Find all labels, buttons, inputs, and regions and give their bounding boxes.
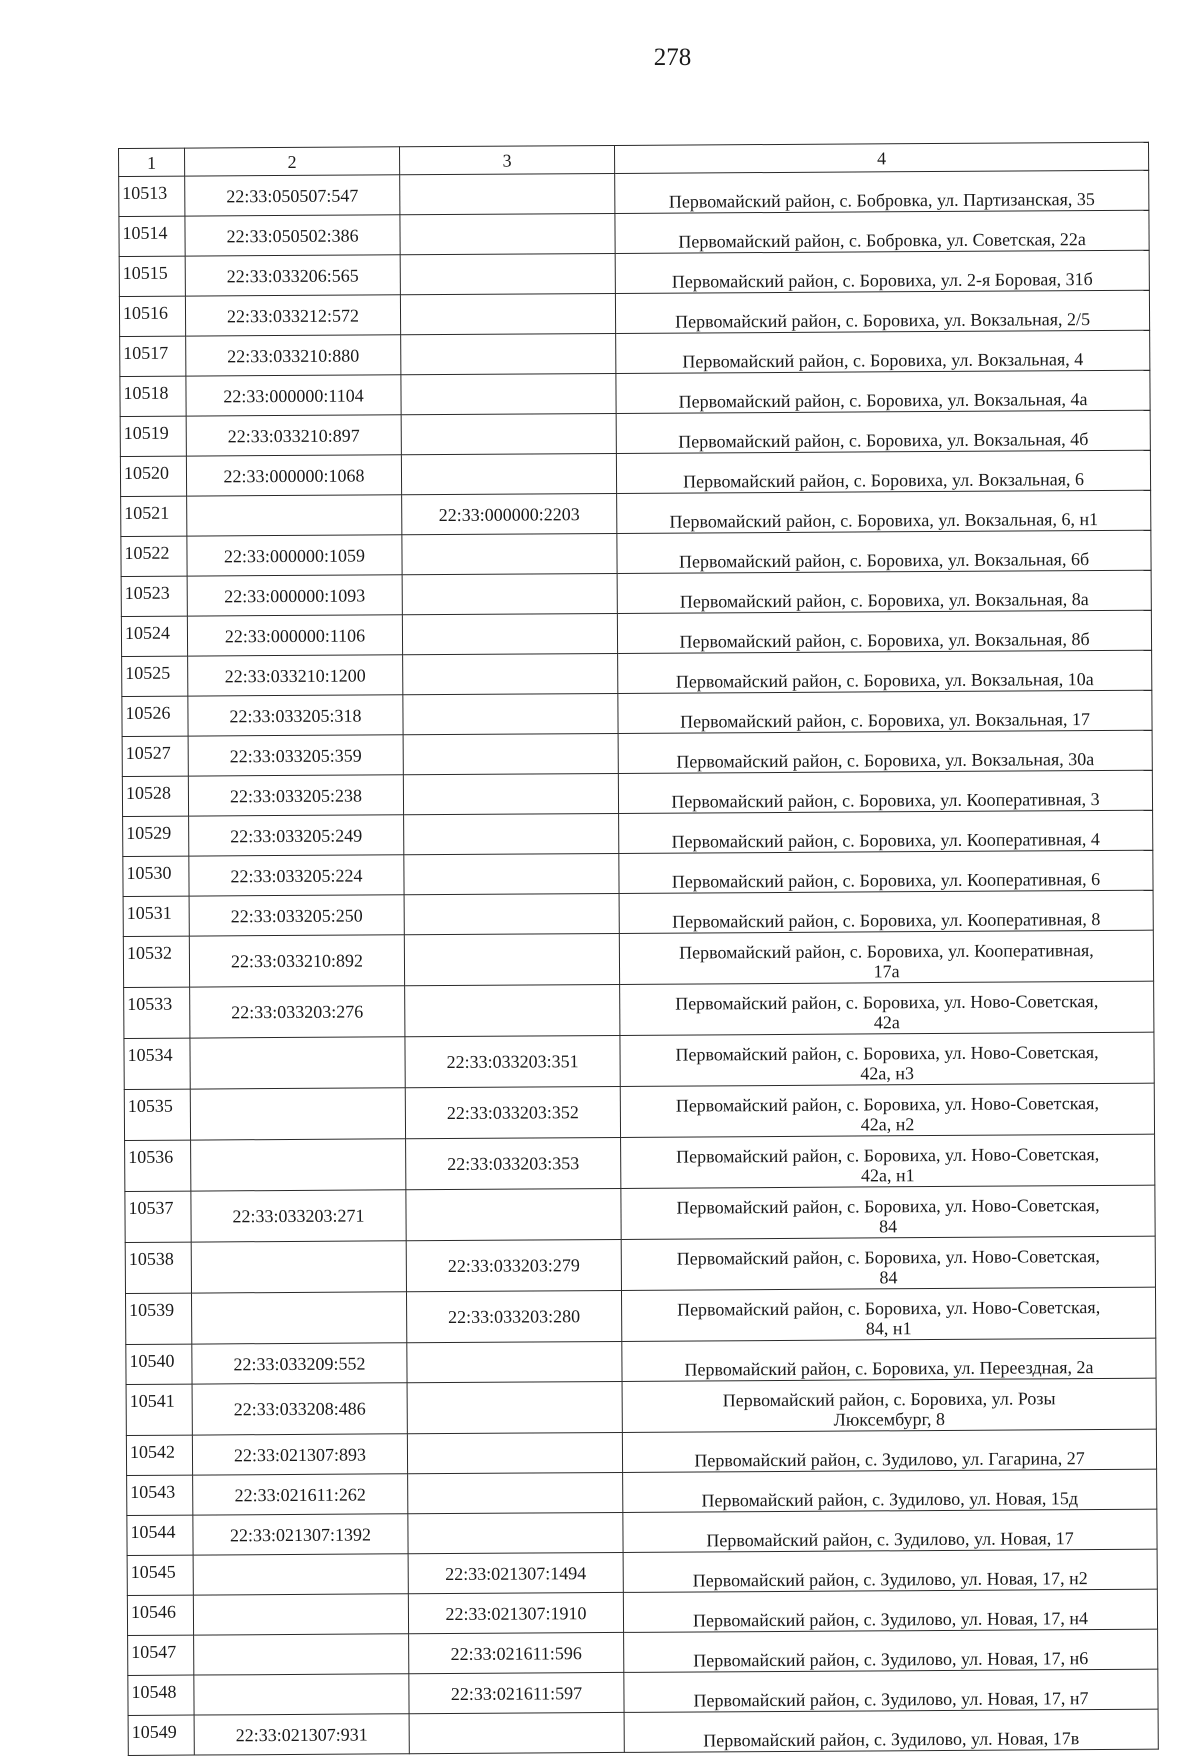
row-number: 10535 (124, 1089, 190, 1140)
table-row (119, 290, 1149, 336)
cadastral-number (193, 1594, 408, 1635)
table-row (123, 850, 1153, 896)
table-row (125, 1185, 1155, 1242)
address-line: Первомайский район, с. Боровиха, ул. Кооперативная, 4 (671, 829, 1100, 852)
cadastral-number-alt (402, 533, 617, 574)
address (615, 170, 1149, 213)
address-line: Первомайский район, с. Боровиха, ул. Вокзальная, 6, н1 (669, 509, 1099, 532)
cadastral-number-alt (403, 693, 618, 734)
address (624, 1629, 1158, 1672)
row-number: 10538 (125, 1242, 191, 1293)
address-line: Первомайский район, с. Бобровка, ул. Партизанская, 35 (668, 189, 1095, 212)
cadastral-number (187, 495, 402, 536)
row-number: 10527 (122, 736, 188, 776)
cadastral-number: 22:33:021611:262 (193, 1474, 408, 1515)
table-row (128, 1669, 1158, 1715)
address (618, 650, 1152, 693)
address-line: 17а (873, 961, 900, 982)
cadastral-number: 22:33:021307:931 (194, 1714, 409, 1755)
address-line: Первомайский район, с. Боровиха, ул. Ново-Советская, (676, 1195, 1100, 1218)
cadastral-number-alt (405, 984, 620, 1036)
cadastral-number-alt: 22:33:033203:279 (406, 1239, 621, 1291)
table-row (121, 530, 1151, 576)
address (616, 330, 1150, 373)
cadastral-number-alt (404, 813, 619, 854)
row-number: 10548 (128, 1675, 194, 1715)
row-number: 10530 (123, 856, 189, 896)
table-row (121, 570, 1151, 616)
cadastral-number-alt (402, 573, 617, 614)
row-number: 10533 (124, 987, 190, 1038)
cadastral-number-alt (404, 893, 619, 934)
cadastral-number-alt (400, 253, 615, 294)
cadastral-number (190, 1037, 405, 1089)
table-row (126, 1338, 1156, 1384)
table-body (119, 170, 1159, 1755)
cadastral-number-alt: 22:33:033203:280 (406, 1290, 621, 1342)
table-row (122, 690, 1152, 736)
row-number: 10537 (125, 1191, 191, 1242)
row-number: 10547 (128, 1635, 194, 1675)
address-line: 42а, н1 (860, 1165, 915, 1186)
address-line: Первомайский район, с. Боровиха, ул. Вокзальная, 2/5 (675, 309, 1091, 332)
cadastral-number: 22:33:000000:1093 (187, 575, 402, 616)
cadastral-number-alt (400, 213, 615, 254)
cadastral-number-alt (404, 853, 619, 894)
cadastral-number-alt (406, 1188, 621, 1240)
address-line: Первомайский район, с. Боровиха, ул. Вокзальная, 4б (678, 429, 1089, 452)
page-number: 278 (653, 44, 692, 71)
cadastral-number-alt (402, 613, 617, 654)
table-row (127, 1469, 1157, 1515)
cadastral-number-alt (407, 1341, 622, 1382)
address (621, 1287, 1155, 1341)
cadastral-number: 22:33:050502:386 (185, 215, 400, 256)
address-line: 84, н1 (865, 1318, 912, 1339)
address (622, 1378, 1156, 1432)
cadastral-number-alt (401, 413, 616, 454)
table-row (120, 370, 1150, 416)
address-line: Первомайский район, с. Боровиха, ул. Вокзальная, 8а (679, 589, 1089, 612)
address (619, 930, 1153, 984)
table-row (123, 930, 1153, 987)
address (624, 1709, 1158, 1752)
address-line: Первомайский район, с. Боровиха, ул. Переездная, 2а (684, 1357, 1094, 1380)
cadastral-number: 22:33:033203:271 (191, 1190, 406, 1242)
row-number: 10542 (126, 1435, 192, 1475)
cadastral-number: 22:33:033205:318 (188, 695, 403, 736)
cadastral-number: 22:33:033210:880 (186, 335, 401, 376)
address (615, 250, 1149, 293)
address-line: Люксембург, 8 (833, 1408, 946, 1430)
table-row (123, 810, 1153, 856)
address-line: Первомайский район, с. Боровиха, ул. Ново-Советская, (676, 1144, 1100, 1167)
cadastral-number: 22:33:033205:238 (188, 775, 403, 816)
cadastral-number: 22:33:050507:547 (185, 175, 400, 216)
address (615, 210, 1149, 253)
address-line: Первомайский район, с. Боровиха, ул. Розы (722, 1388, 1056, 1411)
row-number: 10515 (119, 256, 185, 296)
row-number: 10546 (127, 1595, 193, 1635)
registry-table (118, 142, 1159, 1756)
row-number: 10531 (123, 896, 189, 936)
address-line: Первомайский район, с. Боровиха, ул. Вокзальная, 17 (679, 709, 1091, 732)
column-header-3: 3 (399, 145, 614, 174)
table-row (128, 1629, 1158, 1675)
cadastral-number-alt: 22:33:021307:1910 (408, 1592, 623, 1633)
cadastral-number: 22:33:000000:1059 (187, 535, 402, 576)
row-number: 10536 (125, 1140, 191, 1191)
table-row (119, 170, 1149, 216)
table-row (127, 1589, 1157, 1635)
cadastral-number: 22:33:033206:565 (185, 255, 400, 296)
row-number: 10518 (120, 376, 186, 416)
table-row (122, 730, 1152, 776)
address (616, 450, 1150, 493)
address (620, 1083, 1154, 1137)
column-header-4: 4 (614, 142, 1148, 173)
row-number: 10524 (121, 616, 187, 656)
cadastral-number: 22:33:033209:552 (192, 1343, 407, 1384)
address (623, 1509, 1157, 1552)
address-line: Первомайский район, с. Боровиха, ул. Вокзальная, 6б (678, 549, 1090, 572)
row-number: 10539 (125, 1293, 191, 1344)
cadastral-number: 22:33:033205:250 (189, 895, 404, 936)
row-number: 10521 (121, 496, 187, 536)
address (616, 370, 1150, 413)
cadastral-number: 22:33:033210:892 (189, 935, 404, 987)
cadastral-number: 22:33:000000:1106 (187, 615, 402, 656)
address-line: Первомайский район, с. Зудилово, ул. Новая, 17 (706, 1528, 1074, 1551)
address-line: Первомайский район, с. Зудилово, ул. Новая, 17, н7 (693, 1688, 1089, 1711)
address-line: Первомайский район, с. Зудилово, ул. Новая, 17, н6 (693, 1648, 1089, 1671)
cadastral-number-alt: 22:33:000000:2203 (402, 493, 617, 534)
cadastral-number: 22:33:033203:276 (190, 986, 405, 1038)
cadastral-number: 22:33:033208:486 (192, 1383, 407, 1435)
address-line: Первомайский район, с. Зудилово, ул. Новая, 15д (701, 1488, 1079, 1511)
table-row (125, 1236, 1155, 1293)
table-row (125, 1287, 1155, 1344)
address-line: Первомайский район, с. Боровиха, ул. Кооперативная, 3 (671, 789, 1100, 812)
row-number: 10529 (123, 816, 189, 856)
address-line: 84 (879, 1267, 898, 1288)
cadastral-number-alt (409, 1712, 624, 1753)
row-number: 10513 (119, 176, 185, 216)
table-row (126, 1429, 1156, 1475)
cadastral-number (194, 1674, 409, 1715)
row-number: 10525 (122, 656, 188, 696)
cadastral-number-alt (408, 1472, 623, 1513)
cadastral-number (191, 1139, 406, 1191)
address (619, 850, 1153, 893)
address (619, 810, 1153, 853)
address (615, 290, 1149, 333)
row-number: 10526 (122, 696, 188, 736)
address-line: Первомайский район, с. Боровиха, ул. Вокзальная, 8б (679, 629, 1090, 652)
cadastral-number-alt (404, 933, 619, 985)
address-line: Первомайский район, с. Боровиха, ул. Вокзальная, 30а (676, 749, 1095, 772)
address (619, 890, 1153, 933)
address-line: Первомайский район, с. Боровиха, ул. Ново-Советская, (675, 1042, 1099, 1065)
address (623, 1589, 1157, 1632)
cadastral-number: 22:33:000000:1104 (186, 375, 401, 416)
table-row (123, 890, 1153, 936)
row-number: 10523 (121, 576, 187, 616)
row-number: 10514 (119, 216, 185, 256)
cadastral-number: 22:33:033210:897 (186, 415, 401, 456)
cadastral-number-alt (400, 293, 615, 334)
address (620, 981, 1154, 1035)
cadastral-number (190, 1088, 405, 1140)
address-line: Первомайский район, с. Зудилово, ул. Новая, 17в (703, 1728, 1080, 1751)
address (618, 690, 1152, 733)
column-header-1: 1 (119, 148, 185, 176)
address (617, 610, 1151, 653)
table-row (124, 1083, 1154, 1140)
address-line: Первомайский район, с. Боровиха, ул. Ново-Советская, (675, 991, 1099, 1014)
cadastral-number-alt (407, 1432, 622, 1473)
address-line: Первомайский район, с. Зудилово, ул. Новая, 17, н4 (692, 1608, 1089, 1631)
cadastral-number: 22:33:033205:359 (188, 735, 403, 776)
cadastral-number (191, 1241, 406, 1293)
table-row (121, 490, 1151, 536)
cadastral-number-alt (403, 653, 618, 694)
address (620, 1032, 1154, 1086)
address-line: Первомайский район, с. Боровиха, ул. Кооперативная, (678, 940, 1094, 963)
table-row (120, 410, 1150, 456)
table-row (122, 650, 1152, 696)
table-row (127, 1509, 1157, 1555)
address-line: Первомайский район, с. Боровиха, ул. Кооперативная, 8 (672, 909, 1101, 932)
row-number: 10540 (126, 1344, 192, 1384)
table-row (121, 610, 1151, 656)
address (617, 490, 1151, 533)
row-number: 10522 (121, 536, 187, 576)
cadastral-number-alt (401, 373, 616, 414)
cadastral-number-alt (403, 773, 618, 814)
table-row (120, 450, 1150, 496)
column-header-2: 2 (185, 147, 400, 176)
address-line: Первомайский район, с. Боровиха, ул. Вокзальная, 4 (682, 349, 1084, 372)
cadastral-number-alt: 22:33:021611:596 (409, 1632, 624, 1673)
cadastral-number-alt: 22:33:021611:597 (409, 1672, 624, 1713)
row-number: 10541 (126, 1384, 192, 1435)
row-number: 10519 (120, 416, 186, 456)
cadastral-number-alt: 22:33:033203:353 (406, 1137, 621, 1189)
address-line: 42а, н2 (860, 1114, 915, 1135)
address (618, 730, 1152, 773)
address-line: 42а (873, 1012, 900, 1033)
table-row (125, 1134, 1155, 1191)
cadastral-number-alt (403, 733, 618, 774)
table-row (119, 250, 1149, 296)
row-number: 10517 (120, 336, 186, 376)
table-row (124, 981, 1154, 1038)
address-line: Первомайский район, с. Боровиха, ул. Ново-Советская, (676, 1246, 1100, 1269)
cadastral-number-alt (407, 1381, 622, 1433)
address (623, 1469, 1157, 1512)
address (618, 770, 1152, 813)
row-number: 10545 (127, 1555, 193, 1595)
cadastral-number-alt (401, 453, 616, 494)
address-line: Первомайский район, с. Боровиха, ул. Кооперативная, 6 (671, 869, 1101, 892)
address (616, 410, 1150, 453)
address (623, 1549, 1157, 1592)
table-row (126, 1378, 1156, 1435)
table-row (119, 210, 1149, 256)
address-line: Первомайский район, с. Бобровка, ул. Советская, 22а (678, 229, 1086, 252)
address-line: Первомайский район, с. Боровиха, ул. Ново-Советская, (675, 1093, 1099, 1116)
cadastral-number (193, 1554, 408, 1595)
address-line: Первомайский район, с. Боровиха, ул. Вокзальная, 10а (675, 669, 1094, 692)
cadastral-number-alt (400, 173, 615, 214)
cadastral-number: 22:33:033205:249 (189, 815, 404, 856)
cadastral-number-alt: 22:33:033203:352 (405, 1086, 620, 1138)
cadastral-number: 22:33:033212:572 (185, 295, 400, 336)
address (621, 1185, 1155, 1239)
row-number: 10520 (120, 456, 186, 496)
table-row (122, 770, 1152, 816)
address (617, 570, 1151, 613)
address (621, 1134, 1155, 1188)
row-number: 10544 (127, 1515, 193, 1555)
cadastral-number: 22:33:033205:224 (189, 855, 404, 896)
table-row (124, 1032, 1154, 1089)
address-line: Первомайский район, с. Боровиха, ул. Вокзальная, 4а (678, 389, 1088, 412)
address-line: Первомайский район, с. Зудилово, ул. Гагарина, 27 (694, 1448, 1085, 1471)
address (624, 1669, 1158, 1712)
table-row (128, 1709, 1158, 1755)
address-line: Первомайский район, с. Боровиха, ул. Вокзальная, 6 (683, 469, 1085, 492)
row-number: 10534 (124, 1038, 190, 1089)
address-line: Первомайский район, с. Боровиха, ул. Ново-Советская, (676, 1297, 1101, 1320)
cadastral-number-alt: 22:33:021307:1494 (408, 1552, 623, 1593)
address (621, 1236, 1155, 1290)
address-line: 84 (879, 1216, 898, 1237)
cadastral-number: 22:33:000000:1068 (186, 455, 401, 496)
row-number: 10549 (128, 1715, 194, 1755)
row-number: 10543 (127, 1475, 193, 1515)
row-number: 10516 (119, 296, 185, 336)
address (622, 1338, 1156, 1381)
table-row (127, 1549, 1157, 1595)
cadastral-number: 22:33:021307:893 (192, 1434, 407, 1475)
address (622, 1429, 1156, 1472)
table-row (120, 330, 1150, 376)
address-line: Первомайский район, с. Боровиха, ул. 2-я Боровая, 31б (671, 269, 1093, 292)
address (617, 530, 1151, 573)
row-number: 10532 (123, 936, 189, 987)
cadastral-number (191, 1292, 406, 1344)
cadastral-number: 22:33:033210:1200 (188, 655, 403, 696)
cadastral-number-alt (408, 1512, 623, 1553)
cadastral-number: 22:33:021307:1392 (193, 1514, 408, 1555)
cadastral-number (194, 1634, 409, 1675)
row-number: 10528 (122, 776, 188, 816)
cadastral-number-alt (401, 333, 616, 374)
address-line: 42а, н3 (860, 1063, 915, 1084)
cadastral-number-alt: 22:33:033203:351 (405, 1035, 620, 1087)
address-line: Первомайский район, с. Зудилово, ул. Новая, 17, н2 (692, 1568, 1088, 1591)
